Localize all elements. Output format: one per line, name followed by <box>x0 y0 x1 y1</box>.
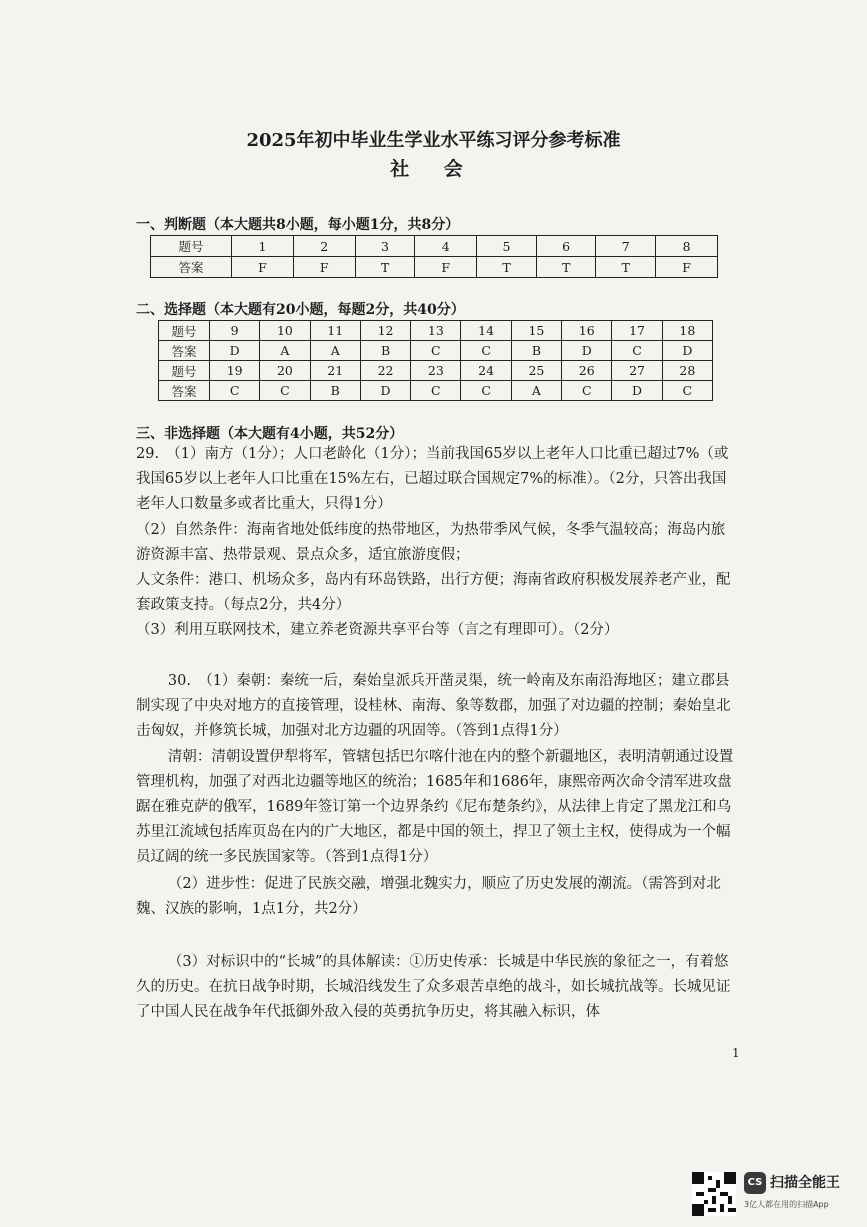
table-cell: 4 <box>415 236 477 257</box>
row-label: 题号 <box>151 236 232 257</box>
table-cell: 25 <box>511 361 561 381</box>
table-row <box>159 361 713 381</box>
table-cell: 18 <box>662 321 712 341</box>
table-cell: 26 <box>562 361 612 381</box>
table-cell: B <box>360 341 410 361</box>
table-cell: D <box>360 381 410 401</box>
table-cell: 22 <box>360 361 410 381</box>
table-cell: D <box>562 341 612 361</box>
table-cell: C <box>612 341 662 361</box>
table-cell: C <box>461 341 511 361</box>
q30-part1-qin: 30. （1）秦朝：秦统一后，秦始皇派兵开凿灵渠，统一岭南及东南沿海地区；建立郡县制实现了中央对地方的直接管理，设桂林、南海、象等数郡，加强了对边疆的控制；秦始皇北击匈奴，并修筑长城，加强对北方边疆的巩固等。（答到1点得1分） <box>136 673 731 739</box>
row-label: 答案 <box>159 341 210 361</box>
subject-title: 社 会 <box>390 158 477 180</box>
table-cell: 8 <box>656 236 718 257</box>
table-cell: 7 <box>596 236 656 257</box>
q30-part2: （2）进步性：促进了民族交融，增强北魏实力，顺应了历史发展的潮流。（需答到对北魏、汉族的影响，1点1分，共2分） <box>136 876 721 917</box>
q30-part1-qing: 清朝：清朝设置伊犁将军，管辖包括巴尔喀什池在内的整个新疆地区，表明清朝通过设置管理机构，加强了对西北边疆等地区的统治；1685年和1686年，康熙帝两次命令清军进攻盘踞在雅克萨的俄军，1689年签订第一个边界条约《尼布楚条约》，从法律上肯定了黑龙江和乌苏里江流域包括库页岛在内的广大地区，都是中国的领土，捍卫了领土主权，使得成为一个幅员辽阔的统一多民族国家等。（答到1点得1分） <box>136 749 734 865</box>
table-cell: T <box>536 257 596 278</box>
table-row <box>151 257 718 278</box>
q30-part3: （3）对标识中的“长城”的具体解读：①历史传承：长城是中华民族的象征之一，有着悠久的历史。在抗日战争时期，长城沿线发生了众多艰苦卓绝的战斗，如长城抗战等。长城见证了中国人民在战争年代抵御外敌入侵的英勇抗争历史，将其融入标识，体 <box>136 954 731 1020</box>
table-cell: C <box>210 381 260 401</box>
table-cell: 20 <box>260 361 310 381</box>
table-cell: T <box>355 257 415 278</box>
row-label: 答案 <box>159 381 210 401</box>
row-label: 题号 <box>159 321 210 341</box>
table-cell: B <box>511 341 561 361</box>
table-cell: 23 <box>411 361 461 381</box>
document-title: 2025年初中毕业生学业水平练习评分参考标准 <box>246 130 621 151</box>
q29-part1: 29. （1）南方（1分）；人口老龄化（1分）；当前我国65岁以上老年人口比重已超过7%（或我国65岁以上老年人口比重在15%左右，已超过联合国规定7%的标准）。（2分，只答出我国老年人口数量多或者比重大，只得1分） <box>136 446 729 512</box>
table-cell: D <box>210 341 260 361</box>
table-cell: 10 <box>260 321 310 341</box>
row-label: 题号 <box>159 361 210 381</box>
table-cell: C <box>411 381 461 401</box>
table-cell: 16 <box>562 321 612 341</box>
table-cell: A <box>260 341 310 361</box>
table-cell: 13 <box>411 321 461 341</box>
table-cell: F <box>415 257 477 278</box>
table-cell: C <box>411 341 461 361</box>
table-cell: 2 <box>293 236 355 257</box>
table-cell: D <box>612 381 662 401</box>
section3-heading: 三、非选择题（本大题有4小题，共52分） <box>136 426 404 442</box>
table-row <box>151 236 718 257</box>
section1-answer-table <box>150 235 718 278</box>
brand-name: 扫描全能王 <box>770 1175 840 1191</box>
table-cell: C <box>461 381 511 401</box>
q29-part2-human: 人文条件：港口、机场众多，岛内有环岛铁路，出行方便；海南省政府积极发展养老产业，配套政策支持。（每点2分，共4分） <box>136 572 731 613</box>
table-cell: B <box>310 381 360 401</box>
q29-part3: （3）利用互联网技术，建立养老资源共享平台等（言之有理即可）。（2分） <box>136 622 619 638</box>
brand-slogan: 3亿人都在用的扫描App <box>744 1200 829 1209</box>
table-cell: A <box>310 341 360 361</box>
section2-answer-table <box>158 320 713 401</box>
table-cell: C <box>260 381 310 401</box>
table-row <box>159 341 713 361</box>
table-cell: 15 <box>511 321 561 341</box>
table-cell: 24 <box>461 361 511 381</box>
q29-part2-natural: （2）自然条件：海南省地处低纬度的热带地区，为热带季风气候，冬季气温较高；海岛内旅游资源丰富、热带景观、景点众多，适宜旅游度假； <box>136 522 726 563</box>
table-cell: A <box>511 381 561 401</box>
qr-code-icon <box>692 1172 736 1216</box>
table-cell: 1 <box>232 236 294 257</box>
table-cell: C <box>562 381 612 401</box>
table-cell: 6 <box>536 236 596 257</box>
table-row <box>159 381 713 401</box>
table-row <box>159 321 713 341</box>
camscanner-logo: CS <box>744 1172 766 1194</box>
table-cell: C <box>662 381 712 401</box>
table-cell: 17 <box>612 321 662 341</box>
row-label: 答案 <box>151 257 232 278</box>
table-cell: F <box>656 257 718 278</box>
table-cell: F <box>232 257 294 278</box>
table-cell: 12 <box>360 321 410 341</box>
table-cell: 28 <box>662 361 712 381</box>
table-cell: 3 <box>355 236 415 257</box>
table-cell: 19 <box>210 361 260 381</box>
table-cell: T <box>477 257 537 278</box>
section2-heading: 二、选择题（本大题有20小题，每题2分，共40分） <box>136 302 465 318</box>
table-cell: T <box>596 257 656 278</box>
section1-heading: 一、判断题（本大题共8小题，每小题1分，共8分） <box>136 217 460 233</box>
table-cell: 14 <box>461 321 511 341</box>
table-cell: 21 <box>310 361 360 381</box>
page-number: 1 <box>732 1046 740 1060</box>
table-cell: 9 <box>210 321 260 341</box>
table-cell: 27 <box>612 361 662 381</box>
table-cell: F <box>293 257 355 278</box>
table-cell: 5 <box>477 236 537 257</box>
table-cell: D <box>662 341 712 361</box>
table-cell: 11 <box>310 321 360 341</box>
